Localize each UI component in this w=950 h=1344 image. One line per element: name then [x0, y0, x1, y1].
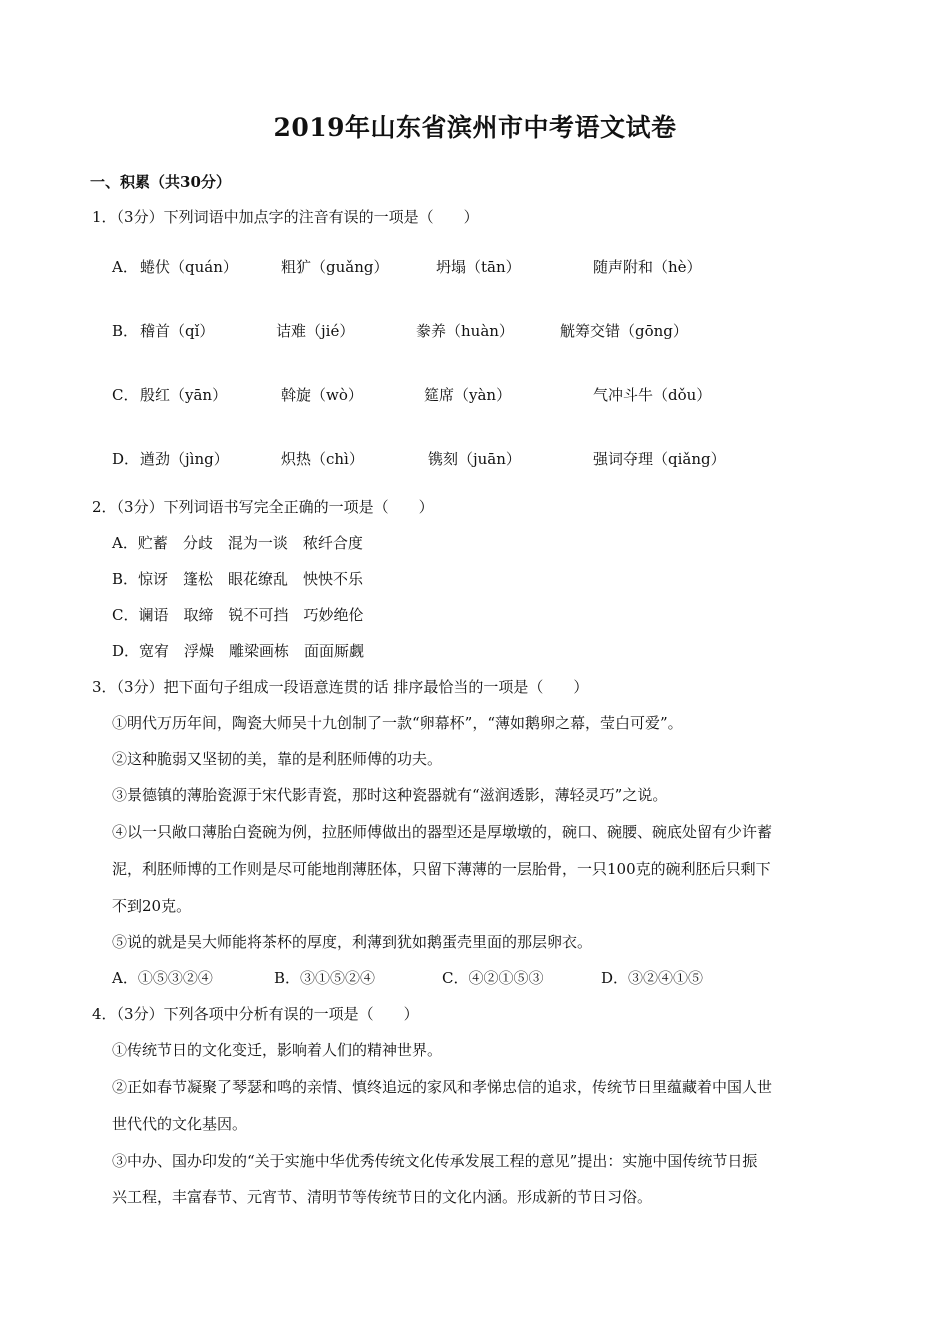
option-item: 稽首（qǐ）: [140, 322, 215, 340]
question-2-stem: 2．（3分）下列词语书写完全正确的一项是（ ）: [92, 498, 434, 516]
question-2-option-a: A．贮蓄 分歧 混为一谈 秾纤合度: [112, 534, 363, 552]
option-label: C．: [112, 386, 139, 404]
option-label: A．: [112, 258, 138, 276]
question-2-option-c: C．谰语 取缔 锐不可挡 巧妙绝伦: [112, 606, 364, 624]
question-1-stem: 1．（3分）下列词语中加点字的注音有误的一项是（ ）: [92, 208, 479, 226]
question-3-sentence-4-line-3: 不到20克。: [112, 897, 192, 915]
option-item: 觥筹交错（gōng）: [560, 322, 688, 340]
question-4-item-2-line-1: ②正如春节凝聚了琴瑟和鸣的亲情、慎终追远的家风和孝悌忠信的追求，传统节日里蕴藏着中国人世: [112, 1078, 773, 1096]
option-item: 蜷伏（quán）: [140, 258, 238, 276]
option-item: 豢养（huàn）: [416, 322, 514, 340]
question-3-sentence-1: ①明代万历年间，陶瓷大师吴十九创制了一款“卵幕杯”，“薄如鹅卵之幕，莹白可爱”。: [112, 714, 683, 732]
question-2-option-d: D．宽宥 浮燥 雕梁画栋 面面厮觑: [112, 642, 365, 660]
question-4-item-2-line-2: 世代代的文化基因。: [112, 1115, 248, 1133]
question-4-item-3-line-1: ③中办、国办印发的“关于实施中华优秀传统文化传承发展工程的意见”提出：实施中国传统节日振: [112, 1152, 758, 1170]
question-4-item-3-line-2: 兴工程，丰富春节、元宵节、清明节等传统节日的文化内涵。形成新的节日习俗。: [112, 1188, 653, 1206]
option-item: 遒劲（jìng）: [140, 450, 229, 468]
option-b: B．③①⑤②④: [274, 969, 376, 987]
option-item: 筵席（yàn）: [424, 386, 512, 404]
question-4-stem: 4．（3分）下列各项中分析有误的一项是（ ）: [92, 1005, 419, 1023]
page-title: 2019年山东省滨州市中考语文试卷: [273, 113, 677, 142]
question-3-sentence-5: ⑤说的就是吴大师能将茶杯的厚度，利薄到犹如鹅蛋壳里面的那层卵衣。: [112, 933, 593, 951]
option-item: 气冲斗牛（dǒu）: [593, 386, 712, 404]
option-item: 强词夺理（qiǎng）: [593, 450, 726, 468]
option-item: 炽热（chì）: [281, 450, 364, 468]
option-label: D．: [112, 450, 140, 468]
question-3-sentence-4-line-1: ④以一只敞口薄胎白瓷碗为例，拉胚师傅做出的器型还是厚墩墩的，碗口、碗腰、碗底处留有少许蓄: [112, 823, 773, 841]
option-item: 斡旋（wò）: [281, 386, 363, 404]
option-item: 镌刻（juān）: [428, 450, 521, 468]
question-3-sentence-3: ③景德镇的薄胎瓷源于宋代影青瓷，那时这种瓷器就有“滋润透影，薄轻灵巧”之说。: [112, 786, 668, 804]
option-item: 随声附和（hè）: [593, 258, 702, 276]
option-item: 诘难（jié）: [276, 322, 355, 340]
question-3-stem: 3．（3分）把下面句子组成一段语意连贯的话 排序最恰当的一项是（ ）: [92, 678, 589, 696]
option-d: D．③②④①⑤: [601, 969, 704, 987]
option-item: 殷红（yān）: [140, 386, 228, 404]
option-item: 坍塌（tān）: [436, 258, 521, 276]
question-4-item-1: ①传统节日的文化变迁，影响着人们的精神世界。: [112, 1041, 443, 1059]
option-c: C．④②①⑤③: [442, 969, 544, 987]
question-2-option-b: B．惊讶 篷松 眼花缭乱 怏怏不乐: [112, 570, 364, 588]
section-heading: 一、积累（共30分）: [90, 173, 231, 191]
option-item: 粗犷（guǎng）: [281, 258, 389, 276]
question-3-sentence-2: ②这种脆弱又坚韧的美，靠的是利胚师傅的功夫。: [112, 750, 443, 768]
option-label: B．: [112, 322, 139, 340]
option-a: A．①⑤③②④: [112, 969, 213, 987]
question-3-sentence-4-line-2: 泥，利胚师博的工作则是尽可能地削薄胚体，只留下薄薄的一层胎骨，一只100克的碗利胚后只剩下: [112, 860, 771, 878]
